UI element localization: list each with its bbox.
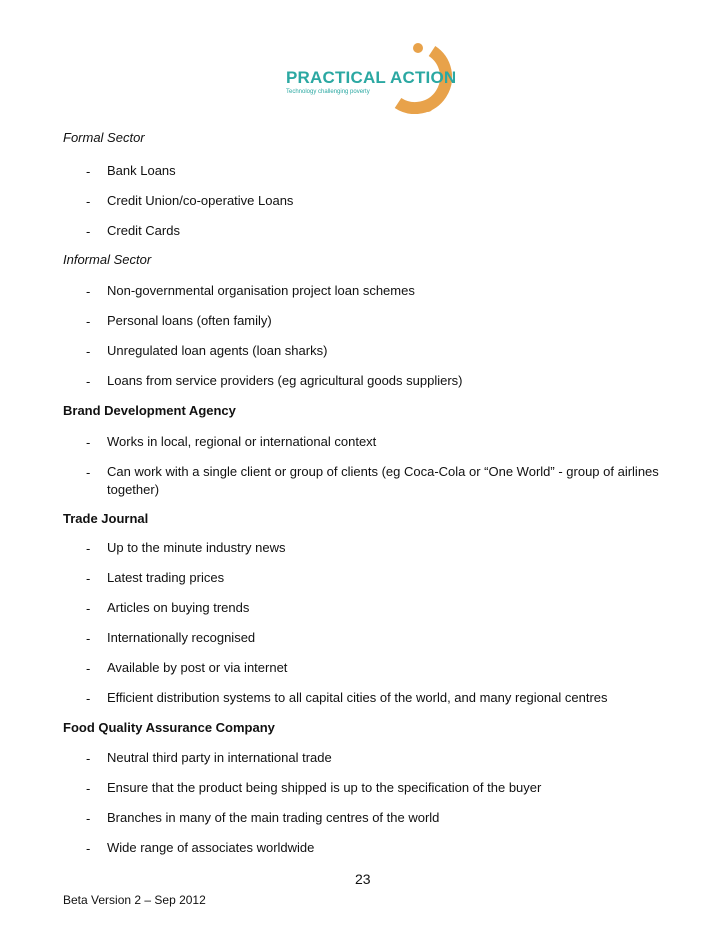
bullet-dash: -	[86, 781, 91, 796]
list-item: Credit Cards	[107, 223, 180, 238]
list-item: Bank Loans	[107, 163, 176, 178]
list-item: Efficient distribution systems to all capital cities of the world, and many regional centres	[107, 690, 608, 705]
list-item: Credit Union/co-operative Loans	[107, 193, 294, 208]
bullet-dash: -	[86, 751, 91, 766]
bullet-dash: -	[86, 841, 91, 856]
list-item: Internationally recognised	[107, 630, 256, 645]
bullet-dash: -	[86, 344, 91, 359]
bullet-dash: -	[86, 164, 91, 179]
bullet-dash: -	[86, 541, 91, 556]
list-item: Ensure that the product being shipped is up to the specification of the buyer	[107, 780, 542, 795]
list-item: Branches in many of the main trading centres of the world	[107, 810, 440, 825]
logo-title: PRACTICAL ACTION	[286, 68, 457, 87]
section-title-brand-development-agency: Brand Development Agency	[63, 403, 236, 418]
bullet-dash: -	[86, 374, 91, 389]
logo-tagline: Technology challenging poverty	[286, 89, 370, 95]
list-item: Articles on buying trends	[107, 600, 250, 615]
bullet-dash: -	[86, 571, 91, 586]
footer-version: Beta Version 2 – Sep 2012	[63, 893, 206, 907]
list-item: Personal loans (often family)	[107, 313, 272, 328]
list-item: Can work with a single client or group of clients (eg Coca-Cola or “One World” - group of airlines together)	[107, 464, 659, 497]
practical-action-logo	[280, 41, 457, 114]
bullet-dash: -	[86, 314, 91, 329]
section-title-informal-sector: Informal Sector	[63, 252, 152, 267]
section-title-food-quality-assurance-company: Food Quality Assurance Company	[63, 720, 275, 735]
bullet-dash: -	[86, 284, 91, 299]
bullet-dash: -	[86, 435, 91, 450]
list-item: Latest trading prices	[107, 570, 225, 585]
list-item: Non-governmental organisation project loan schemes	[107, 283, 415, 298]
list-item: Wide range of associates worldwide	[107, 840, 315, 855]
bullet-dash: -	[86, 811, 91, 826]
list-item: Loans from service providers (eg agricultural goods suppliers)	[107, 373, 463, 388]
section-title-trade-journal: Trade Journal	[63, 511, 149, 526]
list-item: Available by post or via internet	[107, 660, 288, 675]
bullet-dash: -	[86, 661, 91, 676]
bullet-dash: -	[86, 691, 91, 706]
list-item: Neutral third party in international trade	[107, 750, 332, 765]
bullet-dash: -	[86, 194, 91, 209]
list-item: Works in local, regional or international context	[107, 434, 377, 449]
section-title-formal-sector: Formal Sector	[63, 130, 145, 145]
bullet-dash: -	[86, 631, 91, 646]
bullet-dash: -	[86, 601, 91, 616]
bullet-dash: -	[86, 224, 91, 239]
page-number: 23	[355, 871, 371, 887]
list-item: Up to the minute industry news	[107, 540, 286, 555]
list-item: Unregulated loan agents (loan sharks)	[107, 343, 328, 358]
bullet-dash: -	[86, 465, 91, 480]
